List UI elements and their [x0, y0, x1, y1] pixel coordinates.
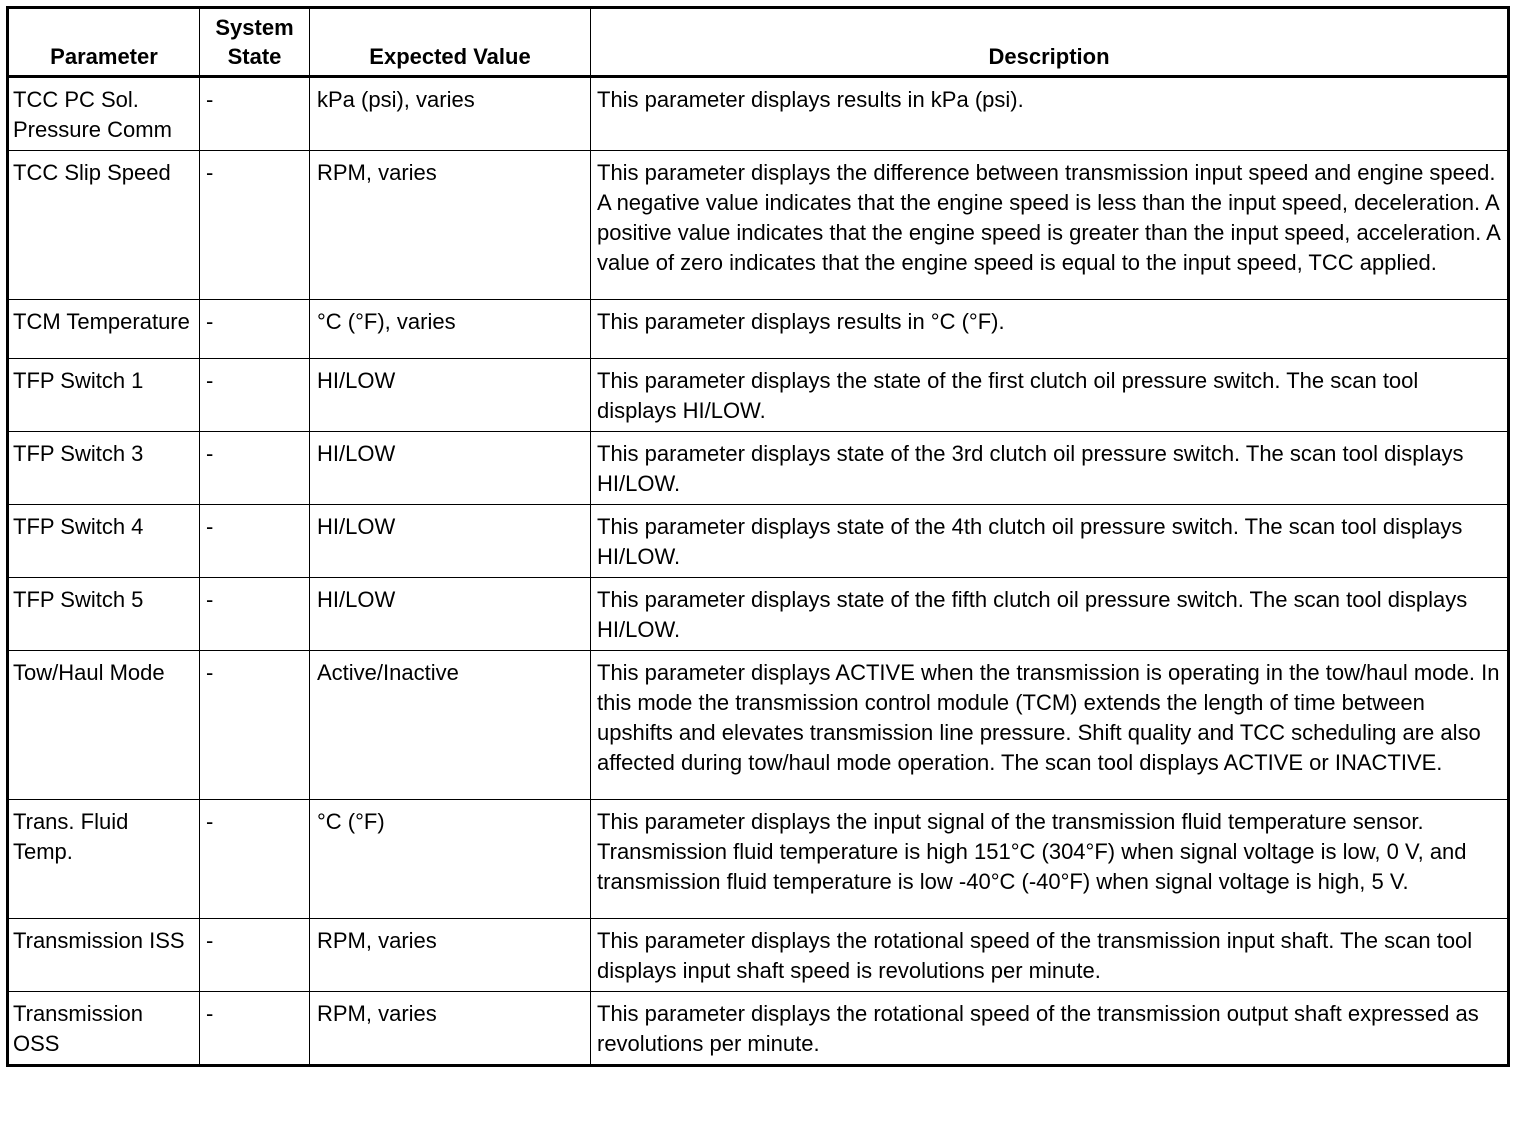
table-row — [8, 800, 1509, 919]
table-header — [8, 8, 1509, 77]
cell-description: This parameter displays ACTIVE when the transmission is operating in the tow/haul mode. In this mode the transmission control module (TCM) extends the length of time between upshifts and elevates transmission line pressure. Shift quality and TCC scheduling are also affected during tow/haul mode operation. The scan tool displays ACTIVE or INACTIVE. — [591, 651, 1509, 800]
cell-parameter: TFP Switch 4 — [8, 505, 200, 578]
cell-description: This parameter displays the rotational speed of the transmission input shaft. The scan tool displays input shaft speed is revolutions per minute. — [591, 919, 1509, 992]
table-row — [8, 992, 1509, 1066]
cell-expected-value: HI/LOW — [310, 578, 591, 651]
cell-expected-value: °C (°F) — [310, 800, 591, 919]
cell-system-state: - — [200, 77, 310, 151]
table-row — [8, 77, 1509, 151]
cell-parameter: TFP Switch 3 — [8, 432, 200, 505]
cell-expected-value: RPM, varies — [310, 919, 591, 992]
cell-system-state: - — [200, 992, 310, 1066]
cell-expected-value: Active/Inactive — [310, 651, 591, 800]
cell-system-state: - — [200, 651, 310, 800]
cell-parameter: TFP Switch 1 — [8, 359, 200, 432]
cell-expected-value: RPM, varies — [310, 992, 591, 1066]
cell-description: This parameter displays the difference between transmission input speed and engine speed. A negative value indicates that the engine speed is less than the input speed, deceleration. A positive value indicates that the engine speed is greater than the input speed, acceleration. A value of zero indicates that the engine speed is equal to the input speed, TCC applied. — [591, 151, 1509, 300]
cell-description: This parameter displays results in kPa (psi). — [591, 77, 1509, 151]
table-row — [8, 651, 1509, 800]
cell-description: This parameter displays the input signal of the transmission fluid temperature sensor. Transmission fluid temperature is high 151°C (304°F) when signal voltage is low, 0 V, and transmission fluid temperature is low -40°C (-40°F) when signal voltage is high, 5 V. — [591, 800, 1509, 919]
header-row — [8, 8, 1509, 77]
cell-expected-value: HI/LOW — [310, 359, 591, 432]
table-row — [8, 578, 1509, 651]
cell-description: This parameter displays results in °C (°F). — [591, 300, 1509, 359]
cell-expected-value: HI/LOW — [310, 505, 591, 578]
cell-system-state: - — [200, 151, 310, 300]
cell-expected-value: °C (°F), varies — [310, 300, 591, 359]
cell-system-state: - — [200, 800, 310, 919]
table-row — [8, 151, 1509, 300]
cell-parameter: TCC PC Sol. Pressure Comm — [8, 77, 200, 151]
cell-system-state: - — [200, 505, 310, 578]
cell-system-state: - — [200, 578, 310, 651]
cell-description: This parameter displays state of the 3rd clutch oil pressure switch. The scan tool displays HI/LOW. — [591, 432, 1509, 505]
header-parameter: Parameter — [8, 8, 200, 77]
cell-expected-value: HI/LOW — [310, 432, 591, 505]
parameter-table — [6, 6, 1510, 1067]
table-row — [8, 300, 1509, 359]
cell-parameter: Tow/Haul Mode — [8, 651, 200, 800]
cell-expected-value: kPa (psi), varies — [310, 77, 591, 151]
header-description: Description — [591, 8, 1509, 77]
table-row — [8, 919, 1509, 992]
cell-system-state: - — [200, 300, 310, 359]
cell-parameter: TCM Temperature — [8, 300, 200, 359]
table-body — [8, 77, 1509, 1066]
table-row — [8, 432, 1509, 505]
header-system-state: System State — [200, 8, 310, 77]
cell-description: This parameter displays the state of the first clutch oil pressure switch. The scan tool displays HI/LOW. — [591, 359, 1509, 432]
parameter-table-container — [6, 6, 1510, 1067]
cell-description: This parameter displays the rotational speed of the transmission output shaft expressed as revolutions per minute. — [591, 992, 1509, 1066]
cell-description: This parameter displays state of the fifth clutch oil pressure switch. The scan tool displays HI/LOW. — [591, 578, 1509, 651]
cell-parameter: Transmission ISS — [8, 919, 200, 992]
cell-parameter: TFP Switch 5 — [8, 578, 200, 651]
cell-system-state: - — [200, 919, 310, 992]
cell-system-state: - — [200, 432, 310, 505]
cell-parameter: Transmission OSS — [8, 992, 200, 1066]
table-row — [8, 505, 1509, 578]
cell-description: This parameter displays state of the 4th clutch oil pressure switch. The scan tool displays HI/LOW. — [591, 505, 1509, 578]
cell-system-state: - — [200, 359, 310, 432]
header-expected-value: Expected Value — [310, 8, 591, 77]
cell-parameter: Trans. Fluid Temp. — [8, 800, 200, 919]
cell-parameter: TCC Slip Speed — [8, 151, 200, 300]
cell-expected-value: RPM, varies — [310, 151, 591, 300]
table-row — [8, 359, 1509, 432]
